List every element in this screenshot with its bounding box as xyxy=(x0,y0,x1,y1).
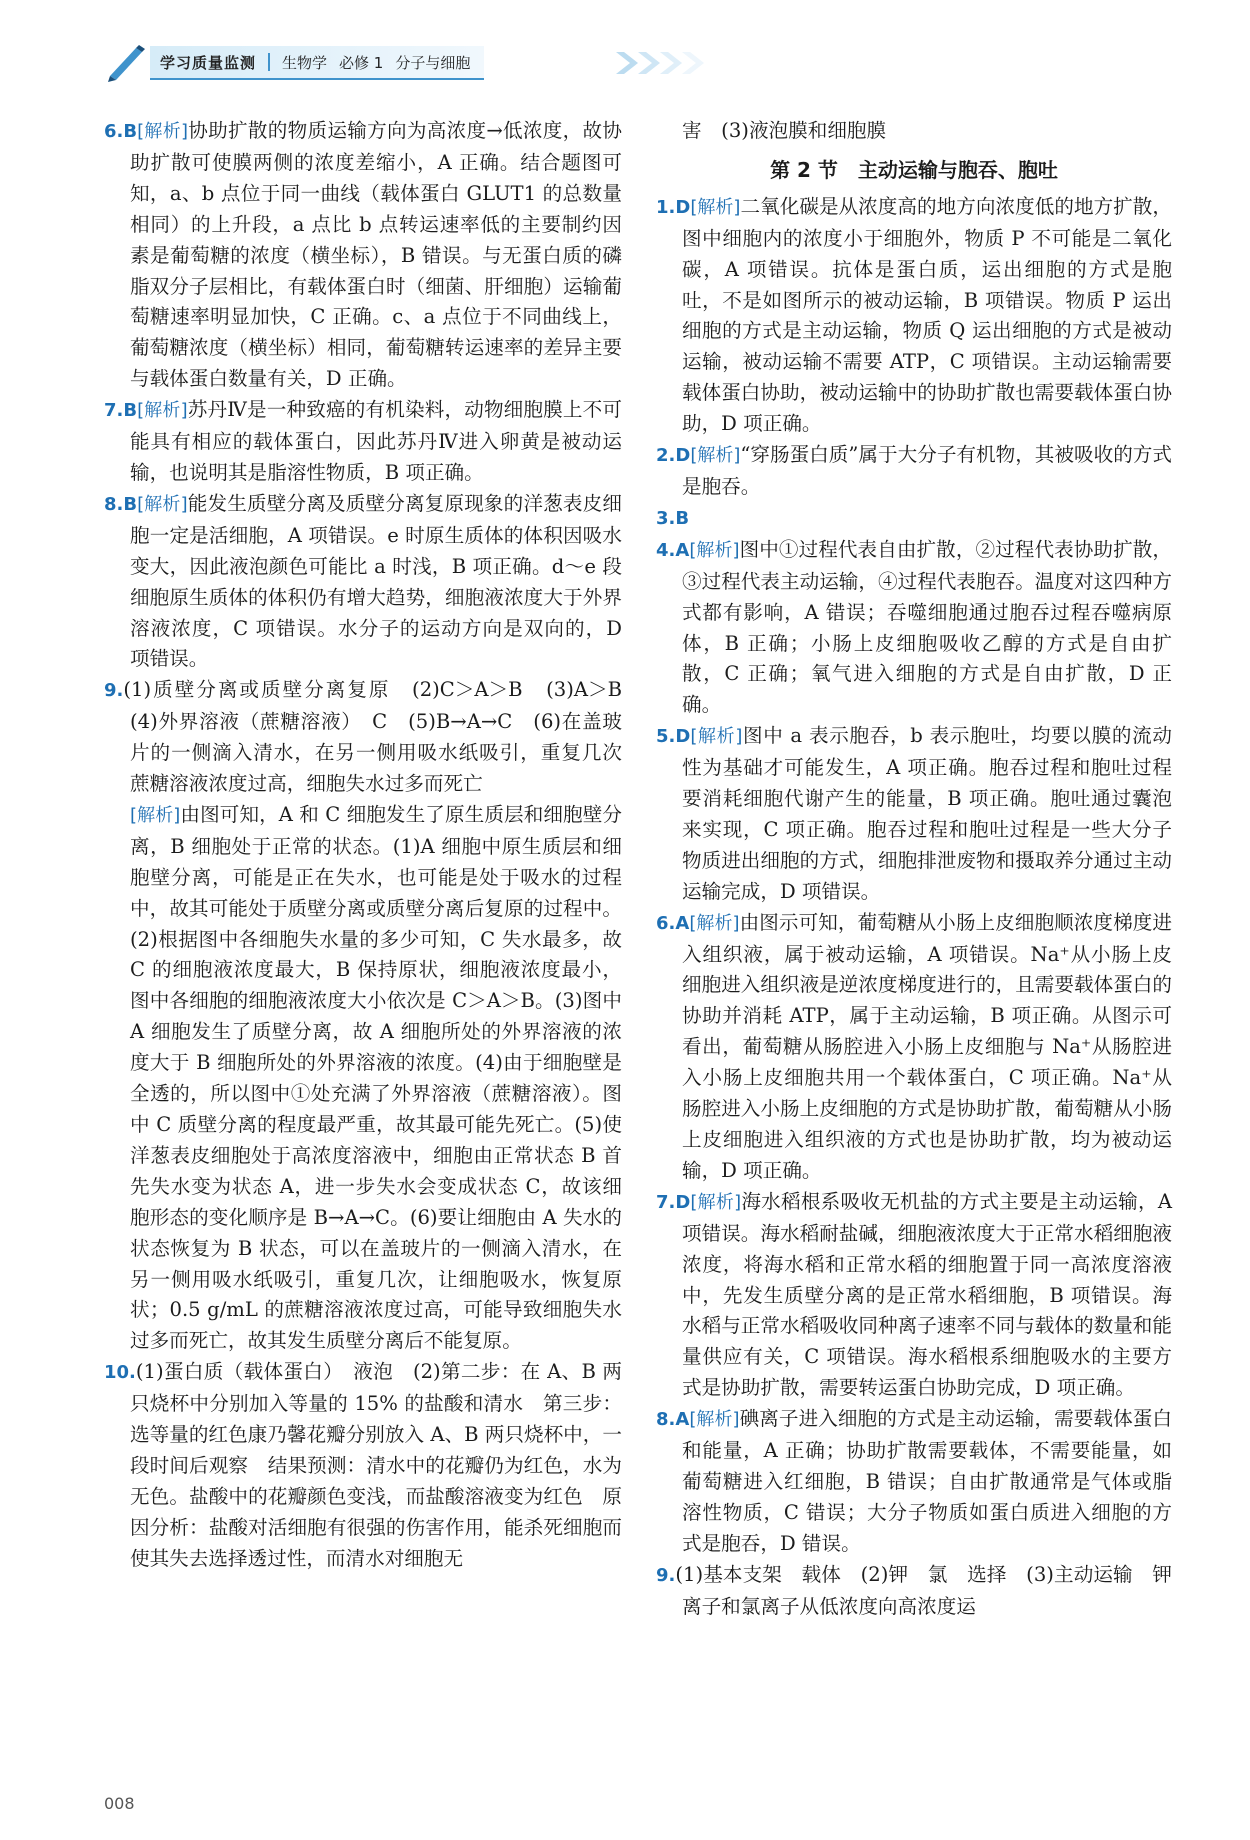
answer-item-9-analysis: [解析]由图可知，A 和 C 细胞发生了原生质层和细胞壁分离，B 细胞处于正常的状态。(1)A 细胞中原生质层和细胞壁分离，可能是正在失水，也可能是处于吸水的过程中，故其可能处于质壁分离或质壁分离后复原的过程中。(2)根据图中各细胞失水量的多少可知，C 失水最多，故 C 的细胞液浓度最大，B 保持原状，细胞液浓度最小，图中各细胞的细胞液浓度大小依次是 C＞A＞B。(3)图中 A 细胞发生了质壁分离，故 A 细胞所处的外界溶液的浓度大于 B 细胞所处的外界溶液的浓度。(4)由于细胞壁是全透的，所以图中①处充满了外界溶液（蔗糖溶液）。图中 C 质壁分离的程度最严重，故其最可能先死亡。(5)使洋葱表皮细胞处于高浓度溶液中，细胞由正常状态 B 首先失水变为状态 A，进一步失水会变成状态 C，故该细胞形态的变化顺序是 B→A→C。(6)要让细胞由 A 失水的状态恢复为 B 状态，可以在盖玻片的一侧滴入清水，在另一侧用吸水纸吸引，重复几次，让细胞吸水，恢复原状；0.5 g/mL 的蔗糖溶液浓度过高，可能导致细胞失水过多而死亡，故其发生质壁分离后不能复原。 xyxy=(130,802,623,1353)
answer-item-s2-7: 7.D[解析]海水稻根系吸收无机盐的方式主要是主动运输，A 项错误。海水稻耐盐碱，细胞液浓度大于正常水稻细胞液浓度，将海水稻和正常水稻的细胞置于同一高浓度溶液中，先发生质壁分离的是正常水稻细胞，B 项错误。海水稻与正常水稻吸收同种离子速率不同与载体的数量和能量供应有关，C 项错误。海水稻根系细胞吸水的主要方式是协助扩散，需要转运蛋白协助完成，D 项正确。 xyxy=(656,1189,1172,1400)
section-title: 第 2 节 主动运输与胞吞、胞吐 xyxy=(770,157,1058,182)
answer-item-10: 10.(1)蛋白质（载体蛋白） 液泡 (2)第二步：在 A、B 两只烧杯中分别加入等量的 15% 的盐酸和清水 第三步：选等量的红色康乃馨花瓣分别放入 A、B 两只烧杯中，一段时间后观察 结果预测：清水中的花瓣仍为红色，水为无色。盐酸中的花瓣颜色变浅，而盐酸溶液变为红色 原因分析：盐酸对活细胞有很强的伤害作用，能杀死细胞而使其失去选择透过性，而清水对细胞无 xyxy=(104,1360,622,1570)
answer-item-s2-3: 3.B xyxy=(656,507,690,529)
answer-item-10-continued: 害 (3)液泡膜和细胞膜 xyxy=(682,119,887,142)
answer-item-s2-4: 4.A[解析]图中①过程代表自由扩散，②过程代表协助扩散，③过程代表主动运输，④过程代表胞吞。温度对这四种方式都有影响，A 错误；吞噬细胞通过胞吞过程吞噬病原体，B 正确；小肠上皮细胞吸收乙醇的方式是自由扩散，C 正确；氧气进入细胞的方式是自由扩散，D 正确。 xyxy=(656,537,1172,717)
answer-item-6: 6.B[解析]协助扩散的物质运输方向为高浓度→低浓度，故协助扩散可使膜两侧的浓度差缩小，A 正确。结合题图可知，a、b 点位于同一曲线（载体蛋白 GLUT1 的总数量相同）的上升段，a 点比 b 点转运速率低的主要制约因素是葡萄糖的浓度（横坐标），B 错误。与无蛋白质的磷脂双分子层相比，有载体蛋白时（细菌、肝细胞）运输葡萄糖速率明显加快，C 正确。c、a 点位于不同曲线上，葡萄糖浓度（横坐标）相同，葡萄糖转运速率的差异主要与载体蛋白数量有关，D 正确。 xyxy=(104,119,623,391)
answer-item-s2-2: 2.D[解析]“穿肠蛋白质”属于大分子有机物，其被吸收的方式是胞吞。 xyxy=(656,443,1172,498)
volume-label: 必修 1 xyxy=(339,53,384,72)
pen-icon xyxy=(106,42,150,82)
answer-item-7: 7.B[解析]苏丹Ⅳ是一种致癌的有机染料，动物细胞膜上不可能具有相应的载体蛋白，因此苏丹Ⅳ进入卵黄是被动运输，也说明其是脂溶性物质，B 项正确。 xyxy=(104,398,623,484)
chevron-decoration-icon xyxy=(616,48,726,78)
answer-item-s2-5: 5.D[解析]图中 a 表示胞吞，b 表示胞吐，均要以膜的流动性为基础才可能发生，A 项正确。胞吞过程和胞吐过程要消耗细胞代谢产生的能量，B 项正确。胞吐通过囊泡来实现，C 项正确。胞吞过程和胞吐过程是一些大分子物质进出细胞的方式，细胞排泄废物和摄取养分通过主动运输完成，D 项错误。 xyxy=(656,724,1172,903)
page-header xyxy=(106,40,646,86)
subject-label: 生物学 xyxy=(282,53,328,72)
answer-item-s2-1: 1.D[解析]二氧化碳是从浓度高的地方向浓度低的地方扩散，图中细胞内的浓度小于细胞外，物质 P 不可能是二氧化碳，A 项错误。抗体是蛋白质，运出细胞的方式是胞吐，不是如图所示的被动运输，B 项错误。物质 P 运出细胞的方式是主动运输，物质 Q 运出细胞的方式是被动运输，被动运输不需要 ATP，C 项错误。主动运输需要载体蛋白协助，被动运输中的协助扩散也需要载体蛋白协助，D 项正确。 xyxy=(656,194,1173,436)
header-banner xyxy=(150,46,484,80)
answer-item-s2-9: 9.(1)基本支架 载体 (2)钾 氯 选择 (3)主动运输 钾离子和氯离子从低浓度向高浓度运 xyxy=(656,1562,1172,1618)
answer-item-8: 8.B[解析]能发生质壁分离及质壁分离复原现象的洋葱表皮细胞一定是活细胞，A 项错误。e 时原生质体的体积因吸水变大，因此液泡颜色可能比 a 时浅，B 项正确。d～e 段细胞原生质体的体积仍有增大趋势，细胞液浓度大于外界溶液浓度，C 项错误。水分子的运动方向是双向的，D 项错误。 xyxy=(104,491,622,671)
book-series-title: 学习质量监测 xyxy=(160,53,257,72)
page-number: 008 xyxy=(104,1794,135,1813)
header-divider xyxy=(268,53,270,71)
book-label: 分子与细胞 xyxy=(395,53,471,72)
answer-item-s2-8: 8.A[解析]碘离子进入细胞的方式是主动运输，需要载体蛋白和能量，A 正确；协助扩散需要载体，不需要能量，如葡萄糖进入红细胞，B 错误；自由扩散通常是气体或脂溶性物质，C 错误；大分子物质如蛋白质进入细胞的方式是胞吞，D 错误。 xyxy=(656,1407,1172,1555)
answer-item-s2-6: 6.A[解析]由图示可知，葡萄糖从小肠上皮细胞顺浓度梯度进入组织液，属于被动运输，A 项错误。Na⁺从小肠上皮细胞进入组织液是逆浓度梯度进行的，且需要载体蛋白的协助并消耗 ATP，属于主动运输，B 项正确。从图示可看出，葡萄糖从肠腔进入小肠上皮细胞与 Na⁺从肠腔进入小肠上皮细胞共用一个载体蛋白，C 项正确。Na⁺从肠腔进入小肠上皮细胞的方式是协助扩散，葡萄糖从小肠上皮细胞进入组织液的方式也是协助扩散，均为被动运输，D 项正确。 xyxy=(656,910,1172,1182)
answer-item-9: 9.(1)质壁分离或质壁分离复原 (2)C＞A＞B (3)A＞B (4)外界溶液（蔗糖溶液） C (5)B→A→C (6)在盖玻片的一侧滴入清水，在另一侧用吸水纸吸引，重复几次 蔗糖溶液浓度过高，细胞失水过多而死亡 xyxy=(104,678,642,796)
left-column xyxy=(104,116,642,1575)
right-column xyxy=(656,116,1172,1623)
